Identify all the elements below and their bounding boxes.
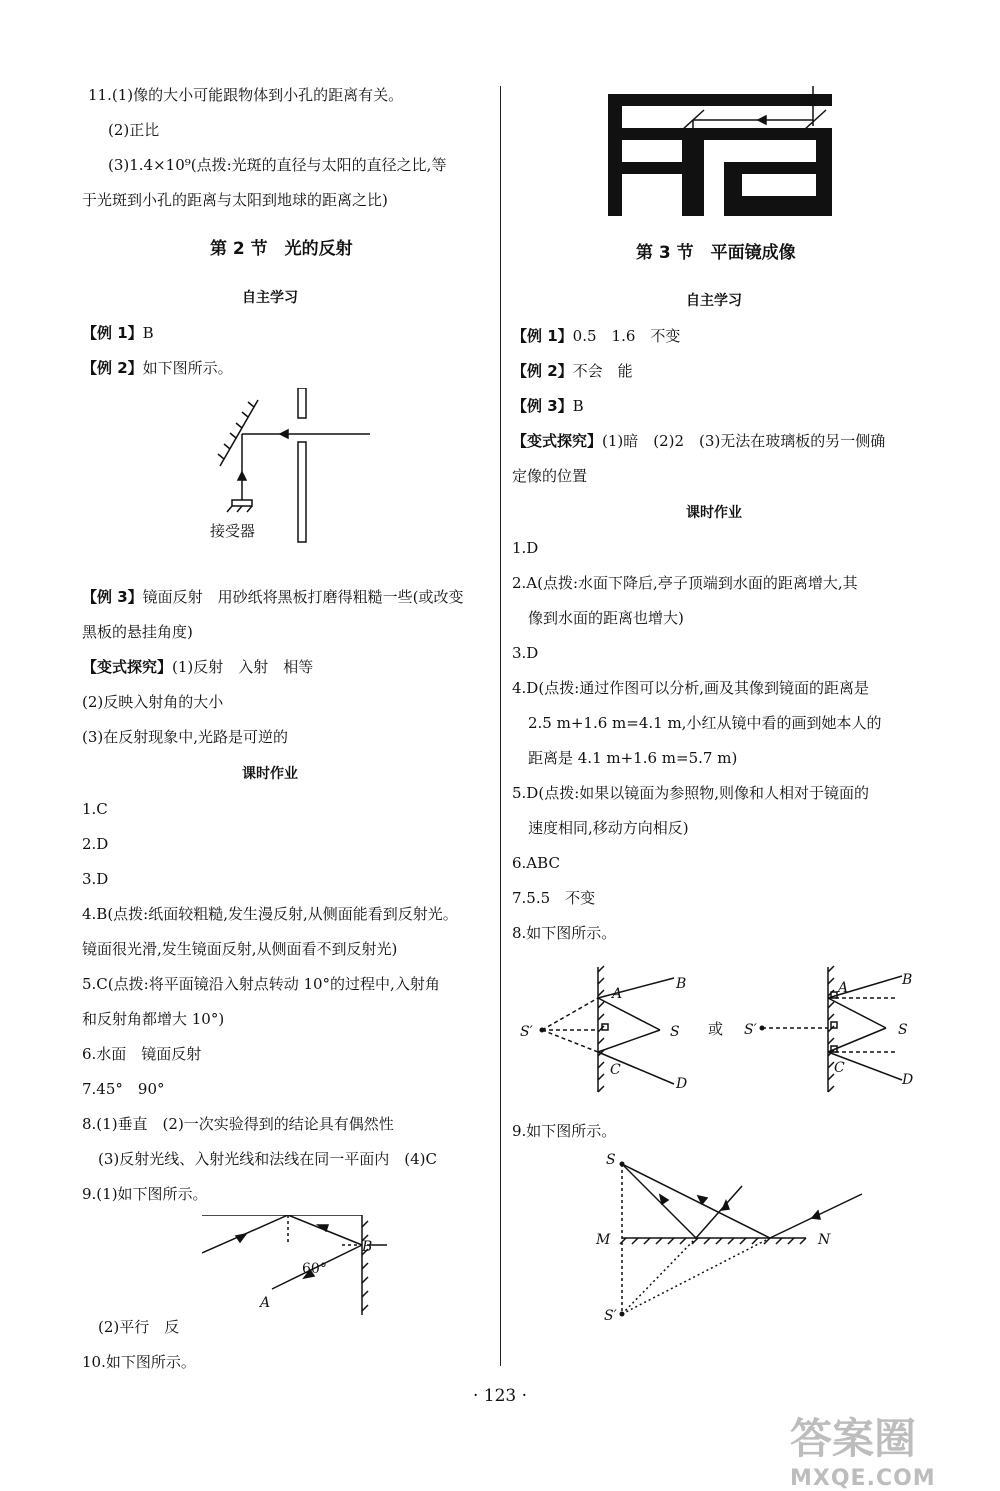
- fig9r-M: M: [596, 1232, 611, 1248]
- bianshi-2: (2)反映入射角的大小: [82, 693, 224, 711]
- answer-2: 2.D: [82, 835, 109, 853]
- q11-line3: (3)1.4×10⁹(点拨:光斑的直径与太阳的直径之比,等: [108, 156, 447, 174]
- r-answer-4: 4.D(点拨:通过作图可以分析,画及其像到镜面的距离是: [512, 679, 870, 697]
- fig8-D-2: D: [902, 1072, 914, 1088]
- example-1: 【例 1】B: [82, 324, 154, 342]
- section-title-2: 第 2 节 光的反射: [210, 239, 353, 259]
- r-answer-1: 1.D: [512, 539, 539, 557]
- bianshi: 【变式探究】(1)反射 入射 相等: [82, 658, 314, 676]
- fig8-D: D: [676, 1076, 688, 1092]
- receiver-periscope-figure: [210, 388, 370, 548]
- answer-5: 5.C(点拨:将平面镜沿入射点转动 10°的过程中,入射角: [82, 975, 440, 993]
- r-bianshi-cont: 定像的位置: [512, 467, 588, 485]
- answer-1: 1.C: [82, 800, 108, 818]
- mirror-image-figures: [512, 962, 922, 1097]
- q9-part2: (2)平行 反: [98, 1318, 180, 1336]
- fig9r-S-prime: S′: [604, 1308, 617, 1324]
- fig9r-S: S: [606, 1152, 616, 1168]
- r-answer-4-cont1: 2.5 m+1.6 m=4.1 m,小红从镜中看的画到她本人的: [528, 714, 882, 732]
- answer-8-cont: (3)反射光线、入射光线和法线在同一平面内 (4)C: [98, 1150, 437, 1168]
- page-number: · 123 ·: [472, 1386, 528, 1406]
- q11-line1: 11.(1)像的大小可能跟物体到小孔的距离有关。: [88, 86, 404, 104]
- receiver-label: 接受器: [210, 522, 256, 540]
- plane-mirror-figure: [592, 1150, 892, 1330]
- fig9r-N: N: [818, 1232, 831, 1248]
- example-3: 【例 3】镜面反射 用砂纸将黑板打磨得粗糙一些(或改变: [82, 588, 464, 606]
- r-answer-4-cont2: 距离是 4.1 m+1.6 m=5.7 m): [528, 749, 738, 767]
- q10: 10.如下图所示。: [82, 1353, 196, 1371]
- answer-5-cont: 和反射角都增大 10°): [82, 1010, 225, 1028]
- example-3-cont: 黑板的悬挂角度): [82, 623, 193, 641]
- watermark-logo: 答案圈: [790, 1414, 917, 1463]
- keshi-heading-right: 课时作业: [686, 505, 742, 521]
- answer-4: 4.B(点拨:纸面较粗糙,发生漫反射,从侧面能看到反射光。: [82, 905, 458, 923]
- answer-3: 3.D: [82, 870, 109, 888]
- q11-line2: (2)正比: [108, 121, 160, 139]
- r-answer-3: 3.D: [512, 644, 539, 662]
- r-example-1: 【例 1】0.5 1.6 不变: [512, 327, 681, 345]
- fig8-S-prime: S′: [520, 1024, 533, 1040]
- fig8-C-2: C: [834, 1060, 845, 1076]
- r-example-3: 【例 3】B: [512, 397, 584, 415]
- fig9-label-A: A: [260, 1295, 271, 1311]
- r-answer-8: 8.如下图所示。: [512, 924, 617, 942]
- fig8-S: S: [670, 1024, 680, 1040]
- corner-mirror-figure: [202, 1215, 462, 1315]
- q11-line4: 于光斑到小孔的距离与太阳到地球的距离之比): [82, 191, 388, 209]
- fig8-A: A: [612, 986, 623, 1002]
- fig8-S-2: S: [898, 1022, 908, 1038]
- watermark: [790, 1406, 936, 1491]
- r-answer-5-cont: 速度相同,移动方向相反): [528, 819, 689, 837]
- watermark-url: MXQE.COM: [790, 1466, 936, 1491]
- answer-6: 6.水面 镜面反射: [82, 1045, 202, 1063]
- fig8-C: C: [610, 1062, 621, 1078]
- fig8-B-2: B: [902, 972, 913, 988]
- r-q9: 9.如下图所示。: [512, 1122, 617, 1140]
- r-answer-2: 2.A(点拨:水面下降后,亭子顶端到水面的距离增大,其: [512, 574, 858, 592]
- answer-7: 7.45° 90°: [82, 1080, 165, 1098]
- example-2: 【例 2】如下图所示。: [82, 359, 233, 377]
- r-answer-2-cont: 像到水面的距离也增大): [528, 609, 684, 627]
- column-divider: [500, 86, 501, 1366]
- periscope-box-figure: [608, 86, 832, 216]
- bianshi-3: (3)在反射现象中,光路是可逆的: [82, 728, 289, 746]
- r-answer-6: 6.ABC: [512, 854, 560, 872]
- r-answer-7: 7.5.5 不变: [512, 889, 596, 907]
- answer-4-cont: 镜面很光滑,发生镜面反射,从侧面看不到反射光): [82, 940, 398, 958]
- answer-9: 9.(1)如下图所示。: [82, 1185, 208, 1203]
- answer-8: 8.(1)垂直 (2)一次实验得到的结论具有偶然性: [82, 1115, 394, 1133]
- section-title-3: 第 3 节 平面镜成像: [636, 243, 796, 263]
- keshi-heading: 课时作业: [242, 766, 298, 782]
- r-answer-5: 5.D(点拨:如果以镜面为参照物,则像和人相对于镜面的: [512, 784, 870, 802]
- zizhu-heading: 自主学习: [242, 290, 298, 306]
- fig9-label-B: B: [362, 1239, 373, 1255]
- fig8-A-2: A: [838, 980, 849, 996]
- fig9-angle: 60°: [302, 1261, 327, 1277]
- fig8-B: B: [676, 976, 687, 992]
- r-bianshi: 【变式探究】(1)暗 (2)2 (3)无法在玻璃板的另一侧确: [512, 432, 886, 450]
- fig8-or: 或: [708, 1020, 724, 1038]
- r-example-2: 【例 2】不会 能: [512, 362, 633, 380]
- zizhu-heading-right: 自主学习: [686, 293, 742, 309]
- fig8-S-prime-2: S′: [744, 1022, 757, 1038]
